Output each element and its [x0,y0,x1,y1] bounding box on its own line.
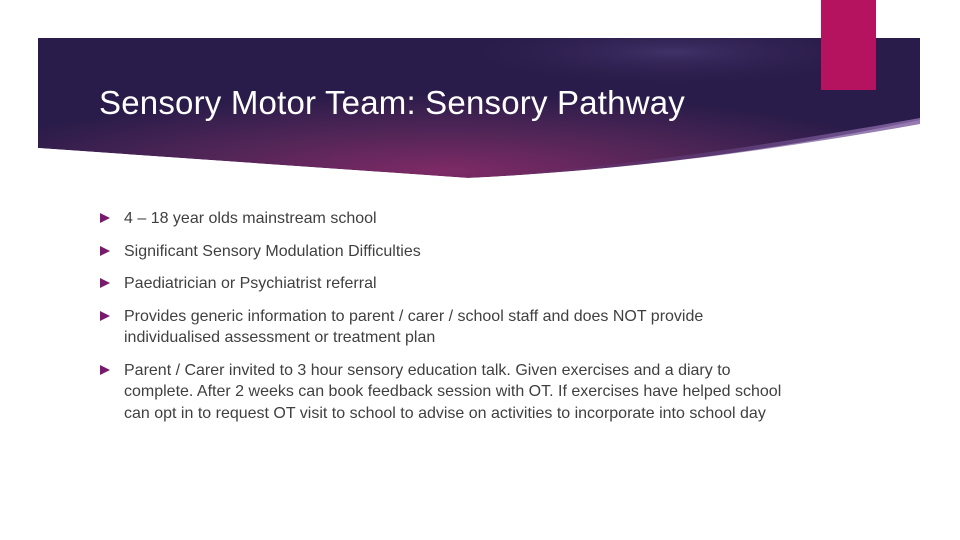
triangle-bullet-icon [100,311,110,321]
bullet-item [99,241,799,263]
bullet-text: Provides generic information to parent / carer / school staff and does NOT provide individualised assessment or treatment plan [124,307,704,346]
bullet-list [99,208,799,435]
triangle-bullet-icon [100,246,110,256]
bullet-text: Significant Sensory Modulation Difficulties [124,242,421,260]
triangle-bullet-icon [100,213,110,223]
bullet-text: 4 – 18 year olds mainstream school [124,210,377,227]
bullet-item [99,208,799,230]
bullet-item [99,360,799,425]
triangle-bullet-icon [100,365,110,375]
bullet-text: Paediatrician or Psychiatrist referral [124,275,377,292]
slide-title: Sensory Motor Team: Sensory Pathway [99,84,685,121]
bullet-text: Parent / Carer invited to 3 hour sensory education talk. Given exercises and a diary to complete. After 2 weeks can book feedback session with OT. If exercises have helped school can opt in to request OT visit to school to advise on activities to incorporate into school day [124,361,782,422]
bullet-item [99,273,799,295]
accent-tab [821,0,876,90]
triangle-bullet-icon [100,278,110,288]
bullet-item [99,306,799,349]
